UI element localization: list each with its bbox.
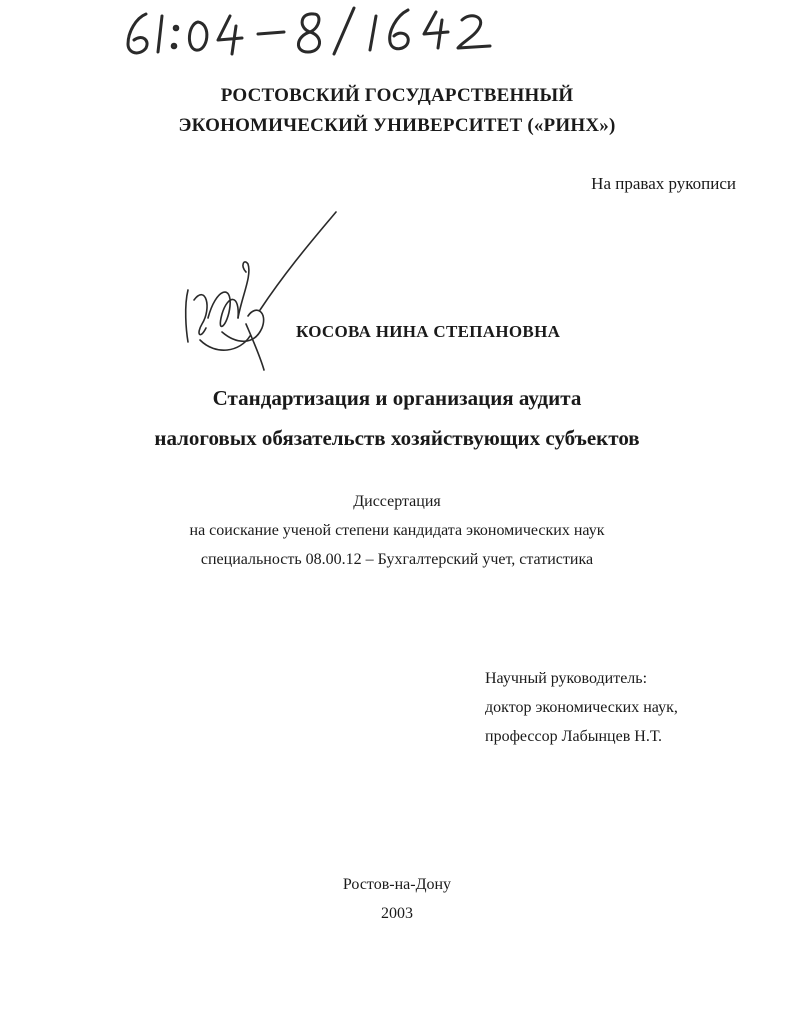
- supervisor-block: [485, 664, 678, 751]
- supervisor-name: профессор Лабынцев Н.Т.: [485, 728, 662, 745]
- supervisor-degree: доктор экономических наук,: [485, 699, 678, 716]
- title-line-2: налоговых обязательств хозяйствующих субъектов: [154, 426, 640, 450]
- dissertation-type: Диссертация: [353, 493, 441, 510]
- university-line-2: ЭКОНОМИЧЕСКИЙ УНИВЕРСИТЕТ («РИНХ»): [178, 115, 616, 136]
- dissertation-degree: на соискание ученой степени кандидата экономических наук: [189, 522, 605, 539]
- signature-icon: [176, 206, 346, 382]
- place-and-year: [0, 870, 794, 928]
- manuscript-rights: На правах рукописи: [591, 174, 736, 193]
- university-line-1: РОСТОВСКИЙ ГОСУДАРСТВЕННЫЙ: [220, 85, 574, 106]
- dissertation-info: [0, 487, 794, 574]
- city: Ростов-на-Дону: [342, 876, 452, 893]
- title-line-1: Стандартизация и организация аудита: [212, 386, 582, 410]
- dissertation-title: [0, 378, 794, 458]
- year: 2003: [381, 905, 413, 922]
- signature: [176, 206, 346, 382]
- dissertation-specialty: специальность 08.00.12 – Бухгалтерский учет, статистика: [200, 551, 594, 568]
- author-name: КОСОВА НИНА СТЕПАНОВНА: [296, 322, 561, 341]
- archive-code-handwritten: [118, 2, 518, 62]
- supervisor-label: Научный руководитель:: [485, 670, 648, 687]
- university-header: [0, 81, 794, 141]
- archive-code-icon: [118, 2, 518, 62]
